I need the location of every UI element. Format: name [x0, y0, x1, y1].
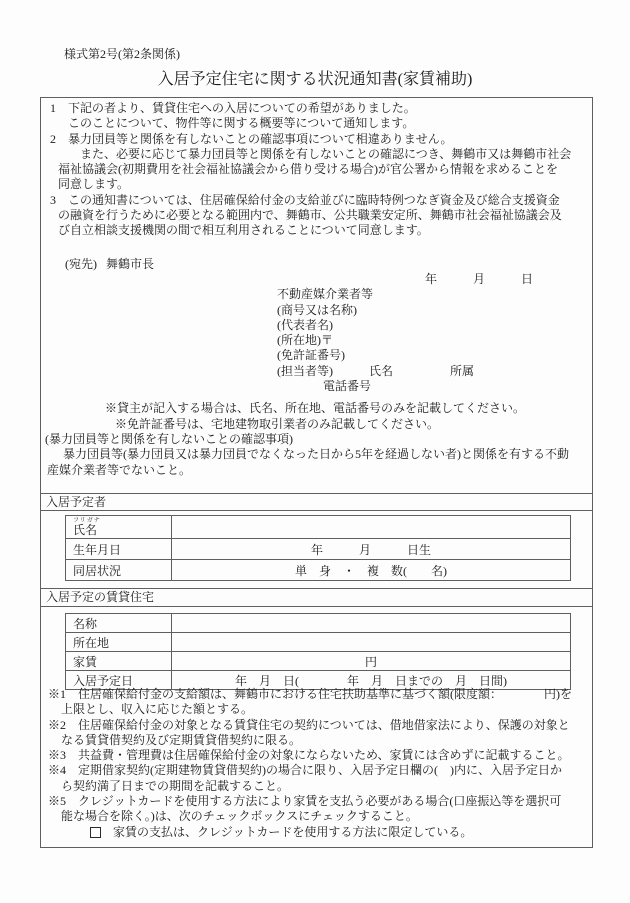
agent-heading: 不動産媒介業者等: [277, 287, 374, 302]
tenant-table: [65, 515, 571, 581]
date-line: 年 月 日: [425, 271, 534, 286]
agent-staff-line: [41, 364, 592, 379]
consent-text: また、必要に応じて暴力団員等と関係を有しないことの確認につき、舞鶴市又は舞鶴市社会: [80, 146, 572, 161]
page-title: 入居予定住宅に関する状況通知書(家賃補助): [157, 71, 473, 88]
name-label-cell: [66, 516, 172, 539]
agent-tel-label: 電話番号: [323, 379, 372, 394]
consent-text: 暴力団員等と関係を有しないことの確認事項について相違ありません。: [68, 131, 453, 146]
table-row: [66, 560, 571, 581]
item-number: 2: [50, 131, 56, 146]
agent-staff-dept-label: 所属: [450, 363, 475, 378]
rent-label: 家賃: [66, 652, 172, 671]
footnotes: [41, 687, 592, 840]
footnote-2: ※2 住居確保給付金の対象となる賃貸住宅の契約については、借地借家法により、保護の対象と: [48, 717, 570, 732]
consent-text: この通知書については、住居確保給付金の支給並びに臨時特例つなぎ資金及び総合支援資金: [68, 192, 560, 207]
agent-license-label: (免許証番号): [277, 348, 345, 363]
consent-text: 福祉協議会(初期費用を社会福祉協議会から借り受ける場合)が官公署から情報を求めることを: [58, 162, 558, 177]
addressee-line: [41, 257, 592, 272]
birthdate-label: 生年月日: [66, 539, 172, 560]
birthdate-input-cell[interactable]: 年 月 日生: [172, 539, 571, 560]
gang-confirmation: [41, 432, 592, 478]
agent-staff-name-label: 氏名: [369, 363, 394, 378]
household-label: 同居状況: [66, 560, 172, 581]
table-row: [66, 539, 571, 560]
table-row: [66, 652, 571, 671]
form-body-box: [40, 97, 593, 848]
consent-item-3: [41, 193, 592, 208]
credit-card-checkbox-label: 家賃の支払は、クレジットカードを使用する方法に限定している。: [113, 824, 473, 839]
tenant-section-header: 入居予定者: [41, 493, 592, 511]
housing-name-input-cell[interactable]: [172, 614, 571, 633]
agent-trade-name-label: (商号又は名称): [277, 302, 357, 317]
housing-table: [65, 613, 571, 690]
footnote-2-cont: なる賃貸借契約及び定期賃貸借契約に限る。: [61, 732, 302, 747]
movein-date-input-cell[interactable]: 年 月 日( 年 月 日までの 月 日間): [172, 671, 571, 690]
consent-statements: [41, 98, 592, 239]
agent-address-label: (所在地)〒: [277, 333, 333, 348]
table-row: [66, 614, 571, 633]
gang-confirmation-text: 暴力団員等(暴力団員又は暴力団員でなくなった日から5年を経過しない者)と関係を有する不動: [63, 447, 569, 462]
consent-text: このことについて、物件等に関する概要等について通知します。: [68, 116, 415, 131]
agent-block: [41, 287, 592, 432]
item-number: 3: [50, 192, 56, 207]
movein-date-label: 入居予定日: [66, 671, 172, 690]
addressee-label: (宛先): [65, 256, 97, 271]
footnote-5: ※5 クレジットカードを使用する方法により家賃を支払う必要がある場合(口座振込等を選択可: [48, 794, 562, 809]
credit-card-checkbox-row: [41, 825, 592, 840]
housing-section-header: 入居予定の賃貸住宅: [41, 588, 592, 607]
furigana-ruby: フリガナ: [73, 518, 101, 524]
agent-representative-label: (代表者名): [277, 317, 333, 332]
addressee-name: 舞鶴市長: [106, 256, 155, 271]
rent-input-cell[interactable]: 円: [172, 652, 571, 671]
gang-confirmation-text: 産媒介業者等でないこと。: [47, 462, 192, 477]
footnote-4: ※4 定期借家契約(定期建物賃貸借契約)の場合に限り、入居予定日欄の( )内に、入居予定日か: [48, 763, 562, 778]
footnote-1-cont: 上限とし、収入に応じた額とする。: [61, 702, 254, 717]
housing-address-input-cell[interactable]: [172, 633, 571, 652]
footnote-3: ※3 共益費・管理費は住居確保給付金の対象にならないため、家賃には含めずに記載すること。: [48, 748, 570, 763]
consent-text: び自立相談支援機関の間で相互利用されることについて同意します。: [58, 223, 429, 238]
name-input-cell[interactable]: [172, 516, 571, 539]
footnote-4-cont: ら契約満了日までの期間を記載すること。: [61, 778, 290, 793]
consent-text: 同意します。: [58, 177, 130, 192]
note-license: ※免許証番号は、宅地建物取引業者のみ記載してください。: [115, 416, 440, 431]
consent-item-1: [41, 101, 592, 116]
housing-address-label: 所在地: [66, 633, 172, 652]
consent-text: 下記の者より、賃貸住宅への入居についての希望がありました。: [68, 101, 416, 115]
household-input-cell[interactable]: 単 身 ・ 複 数( 名): [172, 560, 571, 581]
item-number: 1: [50, 101, 56, 115]
table-row: [66, 516, 571, 539]
housing-name-label: 名称: [66, 614, 172, 633]
note-lessor: ※貸主が記入する場合は、氏名、所在地、電話番号のみを記載してください。: [105, 401, 526, 416]
gang-confirmation-heading: (暴力団員等と関係を有しないことの確認事項): [45, 431, 293, 446]
footnote-1: ※1 住居確保給付金の支給額は、舞鶴市における住宅扶助基準に基づく額(限度額： 円)を: [48, 687, 572, 701]
table-row: [66, 633, 571, 652]
footnote-5-cont: 能な場合を除く。)は、次のチェックボックスにチェックすること。: [61, 809, 418, 824]
form-number: 様式第2号(第2条関係): [64, 47, 180, 61]
agent-staff-label: (担当者等): [277, 363, 333, 378]
credit-card-checkbox[interactable]: [90, 827, 101, 838]
name-label: 氏名: [73, 523, 98, 537]
consent-item-2: [41, 132, 592, 147]
consent-text: の融資を行うために必要となる範囲内で、舞鶴市、公共職業安定所、舞鶴市社会福祉協議会及: [58, 208, 562, 223]
